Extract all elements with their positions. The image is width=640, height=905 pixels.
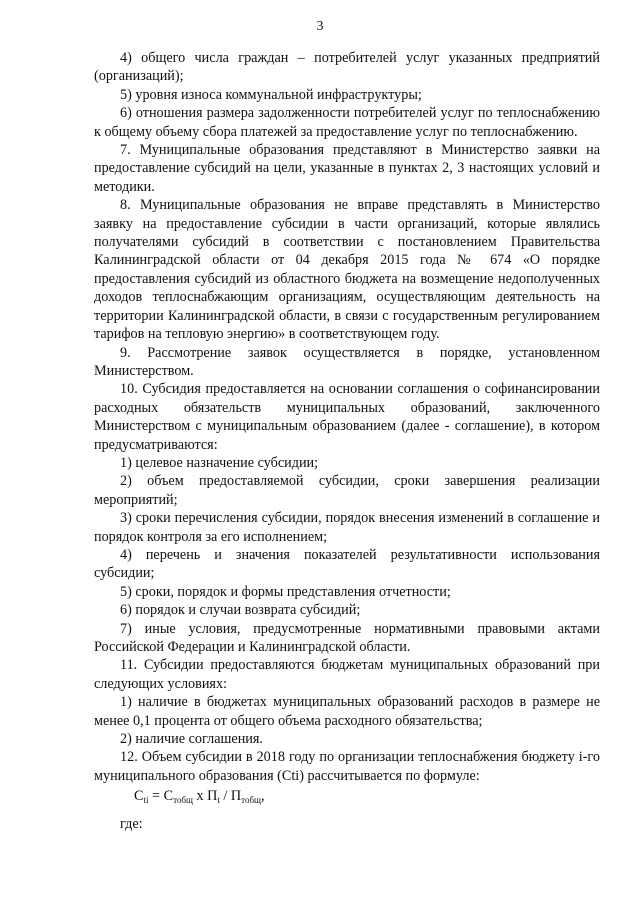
paragraph: 10. Субсидия предоставляется на основании соглашения о софинансировании расходных обязательств муниципальных образований, заключенного Министерством с муниципальным образованием (далее - соглашение), в котором предусматриваются: [94, 381, 600, 453]
paragraph: 12. Объем субсидии в 2018 году по организации теплоснабжения бюджету i-го муниципального образования (Сti) рассчитывается по формуле: [94, 749, 600, 784]
paragraph: 3) сроки перечисления субсидии, порядок внесения изменений в соглашение и порядок контроля за его исполнением; [94, 510, 600, 545]
formula-symbol: П [207, 788, 218, 805]
formula-symbol: С [163, 788, 174, 805]
subsidy-formula [94, 785, 600, 807]
paragraph: 4) общего числа граждан – потребителей услуг указанных предприятий (организаций); [94, 50, 600, 85]
paragraph: 9. Рассмотрение заявок осуществляется в порядке, установленном Министерством. [94, 344, 600, 379]
paragraph: 4) перечень и значения показателей результативности использования субсидии; [94, 546, 600, 582]
paragraph: 5) сроки, порядок и формы представления отчетности; [120, 583, 451, 600]
formula-subscript: тобщ [173, 795, 193, 806]
formula-subscript: t [217, 795, 220, 806]
paragraph: 7) иные условия, предусмотренные нормативными правовыми актами Российской Федерации и Калининградской области. [94, 620, 600, 655]
formula-operator: = [148, 788, 164, 805]
formula-symbol: С [134, 788, 144, 805]
formula-subscript: ti [143, 795, 149, 806]
paragraph: 1) целевое назначение субсидии; [120, 454, 319, 471]
formula-subscript: тобщ [241, 795, 261, 806]
paragraph: 2) наличие соглашения. [120, 731, 263, 748]
paragraph: 8. Муниципальные образования не вправе представлять в Министерство заявку на предоставление субсидии в части организаций, которые являлись получателями субсидий в соответствии с постановлением Правительства Калининградской области от 04 декабря 2015 года № 674 «О порядке предоставления субсидий из областного бюджета на возмещение недополученных доходов теплоснабжающим организациям, осуществляющим деятельность на территории Калининградской области, в связи с государственным регулированием тарифов на тепловую энергию» в соответствующем году. [94, 197, 600, 343]
formula-operator: / [219, 788, 231, 805]
paragraph: 5) уровня износа коммунальной инфраструктуры; [120, 86, 422, 103]
page-number: 3 [316, 19, 324, 34]
formula-symbol: П [230, 788, 242, 805]
paragraph: 6) отношения размера задолженности потребителей услуг по теплоснабжению к общему объему сбора платежей за предоставление услуг по теплоснабжению. [94, 105, 600, 140]
formula-punctuation: , [260, 788, 265, 805]
paragraph: 7. Муниципальные образования представляют в Министерство заявки на предоставление субсидий на цели, указанные в пунктах 2, 3 настоящих условий и методики. [94, 142, 600, 195]
paragraph: 6) порядок и случаи возврата субсидий; [120, 602, 361, 619]
document-body [94, 49, 600, 834]
paragraph: 11. Субсидии предоставляются бюджетам муниципальных образований при следующих условиях: [94, 657, 600, 692]
paragraph: 2) объем предоставляемой субсидии, сроки завершения реализации мероприятий; [94, 473, 600, 508]
where-label: где: [120, 816, 143, 833]
paragraph: 1) наличие в бюджетах муниципальных образований расходов в размере не менее 0,1 процента от общего объема расходного обязательства; [94, 694, 600, 729]
formula-operator: x [192, 788, 208, 805]
